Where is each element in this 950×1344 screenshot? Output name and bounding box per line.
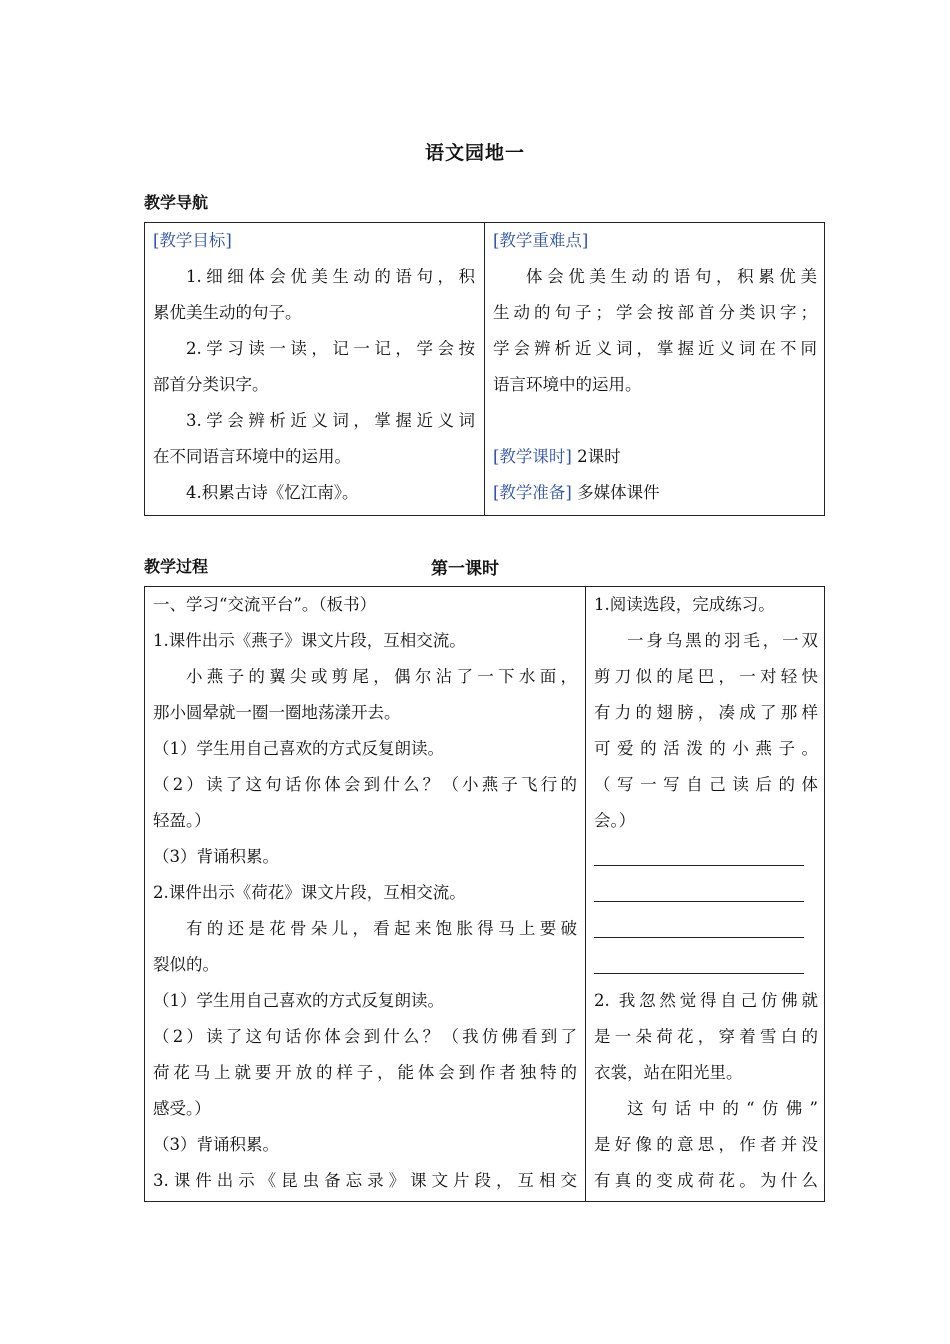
exercise-line: 剪刀似的尾巴，一对轻快	[594, 667, 818, 686]
key-points-cell	[493, 223, 817, 511]
process-line: 感受。）	[153, 1099, 211, 1118]
exercise-line: 是一朵荷花，穿着雪白的	[594, 1027, 818, 1046]
process-line: 轻盈。）	[153, 811, 211, 830]
section-teaching-guide-label: 教学导航	[144, 193, 209, 212]
answer-blank-line[interactable]	[594, 947, 818, 983]
exercise-line: 一身乌黑的羽毛，一双	[627, 631, 818, 650]
process-main-cell	[153, 587, 577, 1199]
key-points-line-4: 语言环境中的运用。	[493, 375, 642, 394]
exercise-cell	[594, 587, 818, 1199]
teaching-hours-tag: [教学课时]	[493, 447, 572, 466]
lesson-label: 第一课时	[431, 559, 499, 579]
process-line: 裂似的。	[153, 955, 219, 974]
key-points-line-2: 生动的句子；学会按部首分类识字；	[493, 303, 817, 322]
key-points-tag: [教学重难点]	[493, 231, 589, 250]
exercise-line: 2. 我忽然觉得自己仿佛就	[594, 991, 818, 1010]
exercise-line: 这句话中的“仿佛”	[627, 1099, 818, 1118]
teaching-process-table	[144, 586, 825, 1202]
goal-3-line-2: 在不同语言环境中的运用。	[153, 447, 351, 466]
process-line: （1）学生用自己喜欢的方式反复朗读。	[153, 991, 444, 1010]
teaching-hours-row	[493, 439, 817, 475]
process-line: 那小圆晕就一圈一圈地荡漾开去。	[153, 703, 401, 722]
process-line: 2.课件出示《荷花》课文片段，互相交流。	[153, 883, 466, 902]
spacer	[493, 403, 817, 439]
exercise-line: 衣裳，站在阳光里。	[594, 1063, 743, 1082]
process-line: 有的还是花骨朵儿，看起来饱胀得马上要破	[186, 919, 577, 938]
exercise-line: 有力的翅膀，凑成了那样	[594, 703, 818, 722]
answer-blank-line[interactable]	[594, 911, 818, 947]
process-line: （1）学生用自己喜欢的方式反复朗读。	[153, 739, 444, 758]
key-points-line-1: 体会优美生动的语句，积累优美	[526, 267, 817, 286]
answer-blank-line[interactable]	[594, 875, 818, 911]
table-divider	[484, 223, 485, 515]
process-line: （2）读了这句话你体会到什么？（我仿佛看到了	[153, 1027, 577, 1046]
key-points-line-3: 学会辨析近义词，掌握近义词在不同	[493, 339, 817, 358]
exercise-line: （写一写自己读后的体	[594, 775, 818, 794]
goal-1-line-1: 1.细细体会优美生动的语句，积	[186, 267, 475, 286]
teaching-prep-tag: [教学准备]	[493, 483, 572, 502]
process-line: 一、学习“交流平台”。（板书）	[153, 595, 377, 614]
teaching-prep-row	[493, 475, 817, 511]
exercise-line: 有真的变成荷花。为什么	[594, 1171, 818, 1190]
page-title: 语文园地一	[424, 142, 525, 164]
process-line: （3）背诵积累。	[153, 1135, 279, 1154]
table-divider	[585, 587, 586, 1201]
goal-2-line-2: 部首分类识字。	[153, 375, 269, 394]
goal-3-line-1: 3.学会辨析近义词，掌握近义词	[186, 411, 475, 430]
teaching-goals-cell	[153, 223, 475, 511]
process-line: （3）背诵积累。	[153, 847, 279, 866]
process-line: 小燕子的翼尖或剪尾，偶尔沾了一下水面，	[186, 667, 577, 686]
teaching-hours-value: 2课时	[577, 447, 621, 466]
exercise-line: 会。）	[594, 811, 636, 830]
teaching-prep-value: 多媒体课件	[577, 483, 660, 502]
exercise-line: 是好像的意思，作者并没	[594, 1135, 818, 1154]
exercise-line: 1.阅读选段，完成练习。	[594, 595, 775, 614]
process-line: 荷花马上就要开放的样子，能体会到作者独特的	[153, 1063, 577, 1082]
process-line: 1.课件出示《燕子》课文片段，互相交流。	[153, 631, 466, 650]
answer-blank-line[interactable]	[594, 839, 818, 875]
goal-4-line-1: 4.积累古诗《忆江南》。	[186, 483, 359, 502]
exercise-line: 可爱的活泼的小燕子。	[594, 739, 818, 758]
section-teaching-process-label: 教学过程	[144, 557, 209, 576]
goal-2-line-1: 2.学习读一读，记一记，学会按	[186, 339, 475, 358]
goal-1-line-2: 累优美生动的句子。	[153, 303, 302, 322]
process-line: （2）读了这句话你体会到什么？（小燕子飞行的	[153, 775, 577, 794]
teaching-guide-table	[144, 222, 825, 516]
teaching-goals-tag: [教学目标]	[153, 231, 232, 250]
process-line: 3.课件出示《昆虫备忘录》课文片段，互相交	[153, 1171, 577, 1190]
